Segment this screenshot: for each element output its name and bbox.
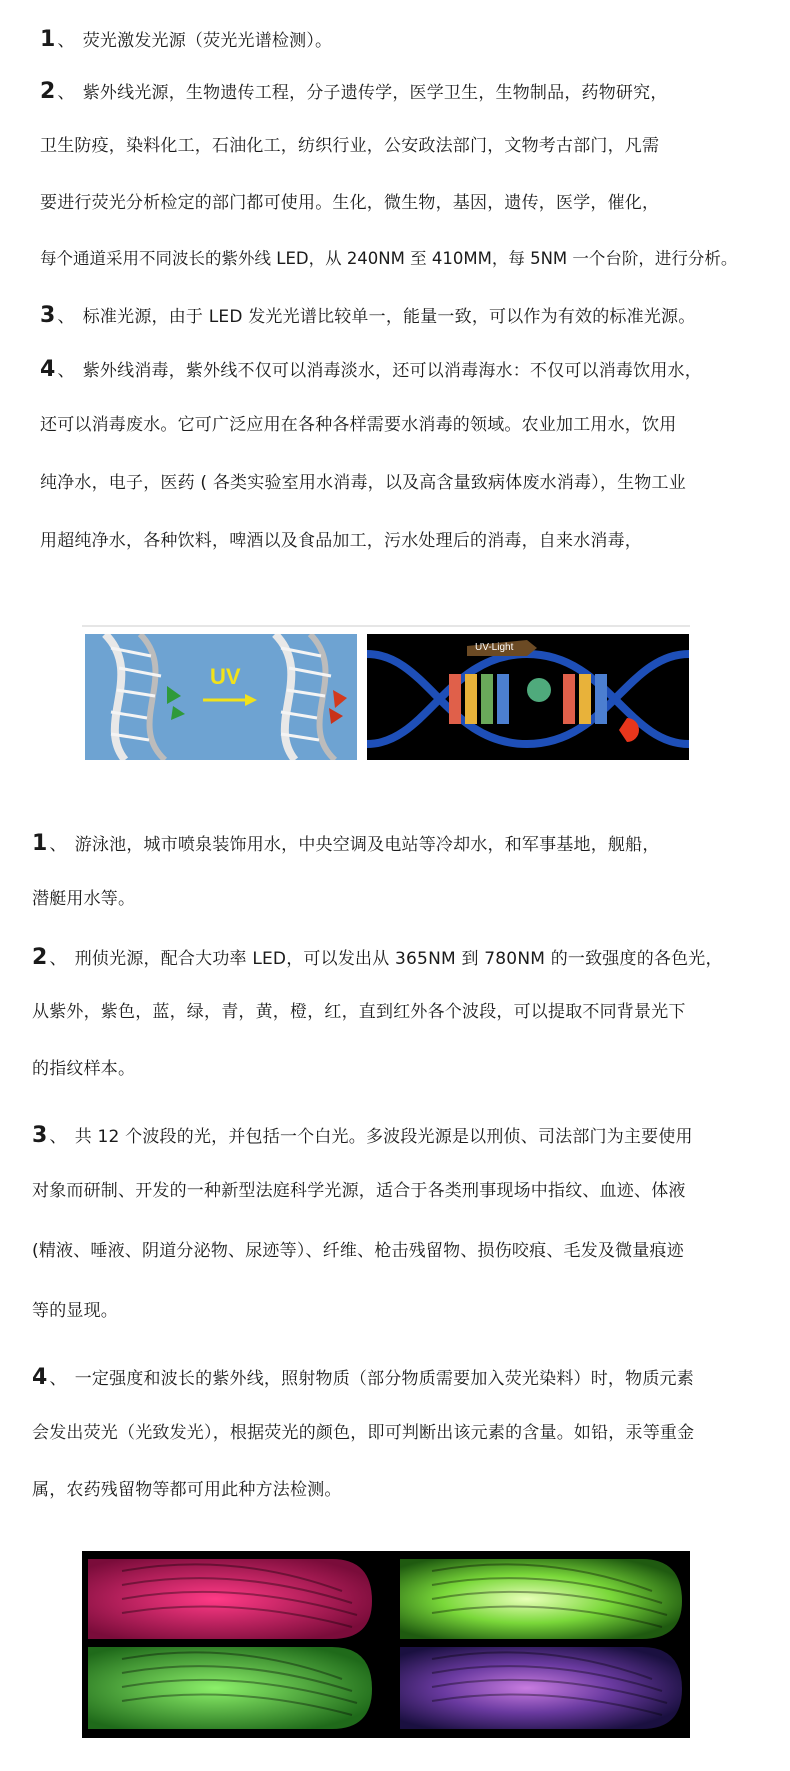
item-text-line: 潜艇用水等。: [32, 889, 136, 909]
dna-double-helix-image: [367, 634, 689, 760]
fingerprint-purple: [400, 1647, 682, 1729]
list-item: 3 、 标准光源，由于 LED 发光光谱比较单一，能量一致，可以作为有效的标准光源。: [40, 303, 696, 328]
item-number: 1: [40, 27, 56, 52]
item-text-line: 用超纯净水，各种饮料，啤酒以及食品加工，污水处理后的消毒，自来水消毒，: [40, 531, 642, 551]
item-number: 3: [32, 1123, 48, 1148]
list-item: 4 、 紫外线消毒，紫外线不仅可以消毒淡水，还可以消毒海水：不仅可以消毒饮用水，: [40, 357, 702, 382]
item-number: 4: [40, 357, 56, 382]
fingerprint-images: [82, 1551, 690, 1738]
item-text: 游泳池，城市喷泉装饰用水，中央空调及电站等冷却水，和军事基地，舰船，: [74, 835, 660, 855]
item-number: 4: [32, 1365, 48, 1390]
item-text: 紫外线消毒，紫外线不仅可以消毒淡水，还可以消毒海水：不仅可以消毒饮用水，: [82, 361, 702, 381]
item-text-line: 每个通道采用不同波长的紫外线 LED，从 240NM 至 410MM，每 5NM 一个台阶，进行分析。: [40, 249, 738, 268]
fingerprint-green: [88, 1647, 372, 1729]
item-text-line: 要进行荧光分析检定的部门都可使用。生化，微生物，基因，遗传，医学，催化，: [40, 193, 660, 213]
item-text: 荧光激发光源（荧光光谱检测）。: [82, 31, 333, 51]
list-item: 1 、 荧光激发光源（荧光光谱检测）。: [40, 27, 333, 52]
list-item: 4 、 一定强度和波长的紫外线，照射物质（部分物质需要加入荧光染料）时，物质元素: [32, 1365, 694, 1390]
item-text-line: 还可以消毒废水。它可广泛应用在各种各样需要水消毒的领域。农业加工用水，饮用: [40, 415, 677, 435]
item-text-line: 属，农药残留物等都可用此种方法检测。: [32, 1480, 342, 1500]
fingerprint-pink: [88, 1559, 372, 1639]
list-item: 3 、 共 12 个波段的光，并包括一个白光。多波段光源是以刑侦、司法部门为主要使用: [32, 1123, 693, 1148]
dna-uv-left-panel: [85, 634, 357, 760]
uv-light-label: UV-Light: [475, 642, 514, 653]
item-number: 2: [32, 945, 48, 970]
item-text: 紫外线光源，生物遗传工程，分子遗传学，医学卫生，生物制品，药物研究，: [82, 83, 668, 103]
fingerprint-light-green: [400, 1559, 682, 1639]
item-text-line: 的指纹样本。: [32, 1059, 136, 1079]
item-text: 一定强度和波长的紫外线，照射物质（部分物质需要加入荧光染料）时，物质元素: [74, 1369, 694, 1389]
item-number: 3: [40, 303, 56, 328]
list-item: 2 、 刑侦光源，配合大功率 LED，可以发出从 365NM 到 780NM 的一致强度的各色光，: [32, 945, 723, 970]
list-item: 2 、 紫外线光源，生物遗传工程，分子遗传学，医学卫生，生物制品，药物研究，: [40, 79, 668, 104]
fingerprint-figure: [82, 1551, 690, 1738]
item-text: 共 12 个波段的光，并包括一个白光。多波段光源是以刑侦、司法部门为主要使用: [74, 1127, 693, 1147]
list-item: 1 、 游泳池，城市喷泉装饰用水，中央空调及电站等冷却水，和军事基地，舰船，: [32, 831, 660, 856]
dna-uv-right-panel: [367, 634, 689, 760]
uv-label: UV: [210, 664, 241, 689]
item-text-line: 从紫外，紫色，蓝，绿，青，黄，橙，红，直到红外各个波段，可以提取不同背景光下: [32, 1002, 686, 1022]
item-text-line: 纯净水，电子，医药 ( 各类实验室用水消毒，以及高含量致病体废水消毒），生物工业: [40, 473, 686, 493]
item-text-line: 对象而研制、开发的一种新型法庭科学光源，适合于各类刑事现场中指纹、血迹、体液: [32, 1181, 686, 1201]
item-text-line: 会发出荧光（光致发光），根据荧光的颜色，即可判断出该元素的含量。如铅，汞等重金: [32, 1423, 695, 1443]
item-text: 标准光源，由于 LED 发光光谱比较单一，能量一致，可以作为有效的标准光源。: [82, 307, 696, 327]
item-number: 1: [32, 831, 48, 856]
item-text-line: (精液、唾液、阴道分泌物、尿迹等）、纤维、枪击残留物、损伤咬痕、毛发及微量痕迹: [32, 1241, 684, 1261]
item-text-line: 等的显现。: [32, 1301, 118, 1321]
dna-helix-left-image: [85, 634, 357, 760]
item-text-line: 卫生防疫，染料化工，石油化工，纺织行业，公安政法部门，文物考古部门，凡需: [40, 136, 660, 156]
item-number: 2: [40, 79, 56, 104]
item-text: 刑侦光源，配合大功率 LED，可以发出从 365NM 到 780NM 的一致强度的各色光，: [74, 949, 723, 969]
dna-uv-figure: [82, 625, 690, 767]
